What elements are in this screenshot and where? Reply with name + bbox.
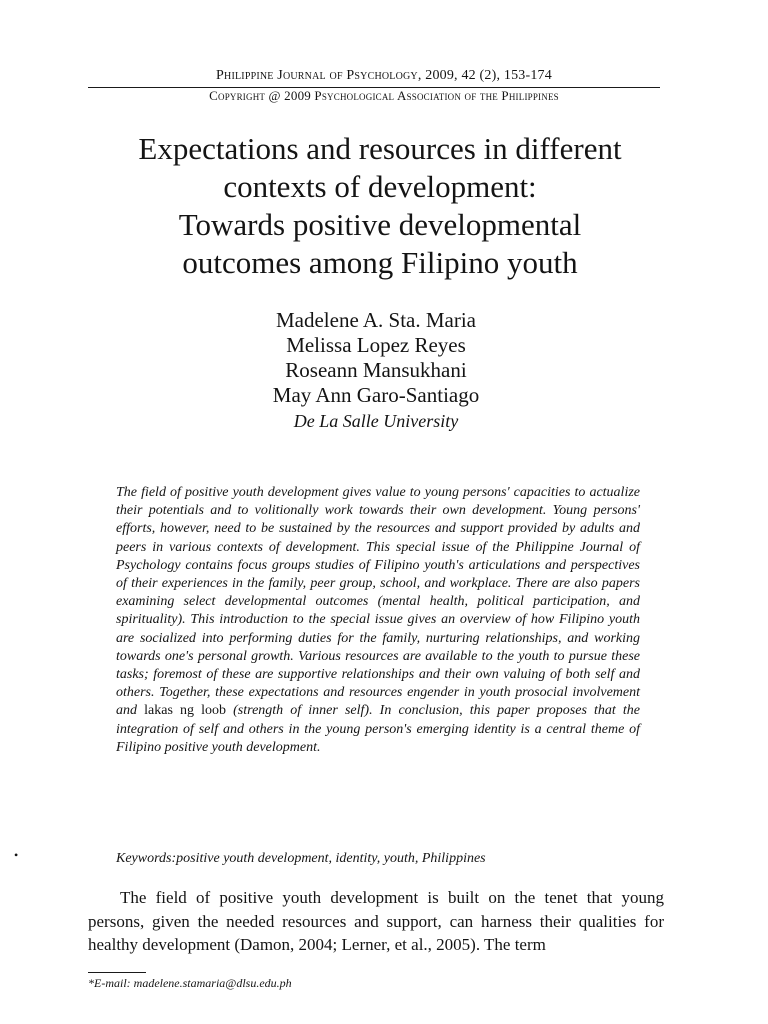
author-name: Madelene A. Sta. Maria <box>275 308 477 332</box>
author-name: Melissa Lopez Reyes <box>286 333 466 357</box>
keywords: Keywords:positive youth development, identity, youth, Philippines <box>116 851 486 866</box>
author-affiliation: De La Salle University <box>293 411 459 431</box>
author-name: Roseann Mansukhani <box>285 358 467 382</box>
footnote-rule <box>88 972 146 973</box>
title-line: outcomes among Filipino youth <box>182 245 578 280</box>
author-block <box>0 308 752 434</box>
author-name: May Ann Garo-Santiago <box>272 383 480 407</box>
title-line: contexts of development: <box>223 169 537 204</box>
journal-citation: Philippine Journal of Psychology, 2009, 42 (2), 153-174 <box>216 68 552 83</box>
margin-bullet: • <box>14 848 19 862</box>
title-line: Expectations and resources in different <box>138 131 622 166</box>
abstract-text-conclusion: (strength of inner self). In conclusion, this paper proposes that the integration of self and others in the young person's emerging identity is a central theme of Filipino positive youth development. <box>116 703 641 755</box>
abstract-text: The field of positive youth development gives value to young persons' capacities to actualize their potentials and to volitionally work towards their own development. Young persons' efforts, however, need to be sustained by the resources and support provided by adults and peers in various contexts of development. This special issue of the Philippine Journal of Psychology contains focus groups studies of Filipino youth's articulations and perspectives of their experiences in the family, peer group, school, and workplace. There are also papers examining select developmental outcomes (mental health, political participation, and spirituality). This introduction to the special issue gives an overview of how Filipino youth are socialized into performing duties for the family, nurturing relationships, and working towards one's personal growth. Various resources are available to the youth to pursue these tasks; foremost of these are supportive relationships and their own valuing of both self and others. Together, these expectations and resources engender in youth prosocial involvement and <box>116 485 640 719</box>
body-paragraph: The field of positive youth development is built on the tenet that young persons, given the needed resources and support, can harness their qualities for healthy development (Damon, 2004; Lerner, et al., 2005). The term <box>88 888 664 954</box>
title-line: Towards positive developmental <box>178 207 582 242</box>
abstract <box>116 484 640 757</box>
footnote-email: *E-mail: madelene.stamaria@dlsu.edu.ph <box>88 976 292 990</box>
paper-title <box>60 130 700 282</box>
abstract-filipino-term: lakas ng loob <box>144 703 227 719</box>
copyright-notice: Copyright @ 2009 Psychological Association of the Philippines <box>209 88 559 103</box>
